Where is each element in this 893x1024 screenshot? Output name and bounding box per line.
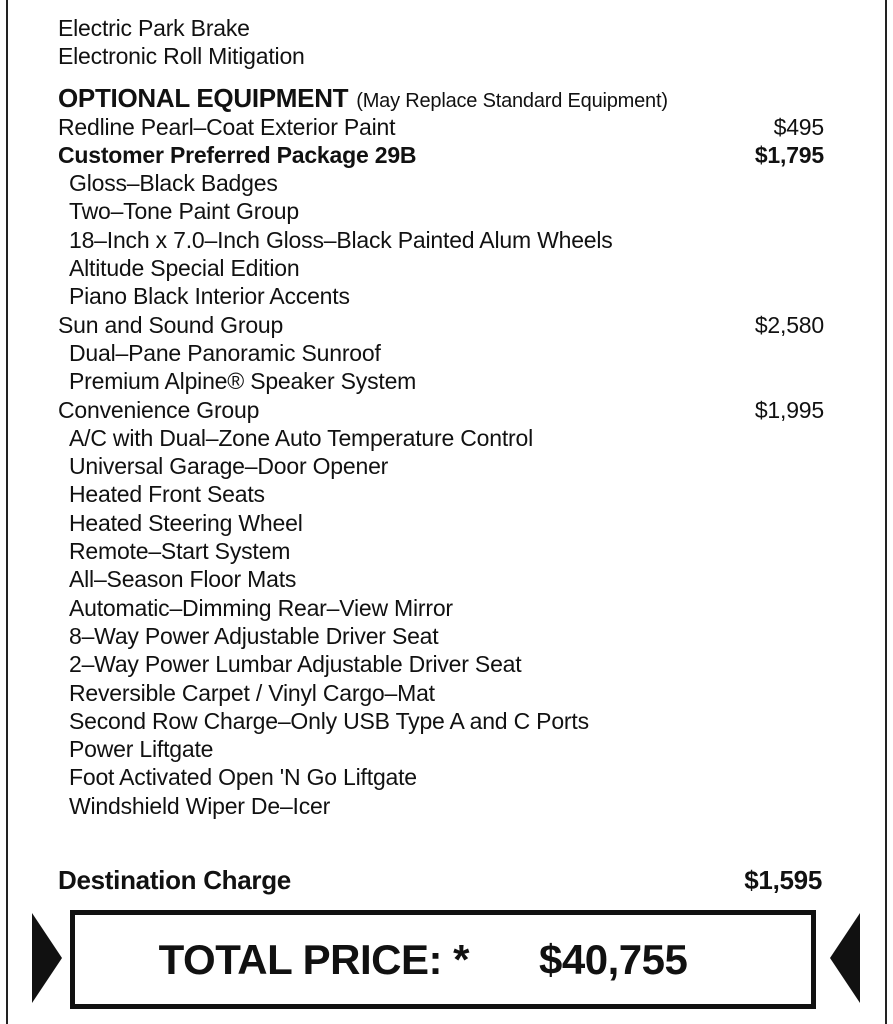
package-item: Windshield Wiper De–Icer xyxy=(69,792,331,819)
package-item: Dual–Pane Panoramic Sunroof xyxy=(69,339,381,366)
option-price: $2,580 xyxy=(754,311,824,338)
total-price-box xyxy=(70,910,816,1009)
optional-equipment-header xyxy=(58,83,824,113)
option-label: Sun and Sound Group xyxy=(58,311,284,338)
optional-equipment-heading: OPTIONAL EQUIPMENT xyxy=(58,82,349,113)
package-item: Piano Black Interior Accents xyxy=(69,283,350,310)
sticker-content xyxy=(58,14,824,820)
pointer-right-icon xyxy=(32,913,62,1003)
package-item: 18–Inch x 7.0–Inch Gloss–Black Painted Alum Wheels xyxy=(69,226,613,253)
option-convenience-group xyxy=(58,396,824,424)
option-price: $1,795 xyxy=(754,141,824,168)
package-item: Remote–Start System xyxy=(69,538,291,565)
option-sun-sound-group xyxy=(58,311,824,339)
package-item: Reversible Carpet / Vinyl Cargo–Mat xyxy=(69,679,435,706)
package-item: Second Row Charge–Only USB Type A and C Ports xyxy=(69,707,589,734)
package-item: Universal Garage–Door Opener xyxy=(69,453,389,480)
option-price: $1,995 xyxy=(754,396,824,423)
package-item: Premium Alpine® Speaker System xyxy=(69,368,417,395)
pointer-left-icon xyxy=(830,913,860,1003)
optional-equipment-note: (May Replace Standard Equipment) xyxy=(356,89,668,112)
right-border xyxy=(885,0,887,1024)
package-item: Heated Front Seats xyxy=(69,481,265,508)
destination-charge-row xyxy=(58,864,822,896)
package-item: Power Liftgate xyxy=(69,736,214,763)
package-item: Two–Tone Paint Group xyxy=(69,198,299,225)
package-item: 2–Way Power Lumbar Adjustable Driver Seat xyxy=(69,651,522,678)
option-package-29b xyxy=(58,141,824,169)
package-item: Heated Steering Wheel xyxy=(69,509,303,536)
package-item: Gloss–Black Badges xyxy=(69,170,278,197)
standard-item: Electronic Roll Mitigation xyxy=(58,43,305,70)
option-redline-paint xyxy=(58,113,824,141)
package-item: 8–Way Power Adjustable Driver Seat xyxy=(69,622,439,649)
total-price-label: TOTAL PRICE: * xyxy=(158,935,470,983)
destination-charge-label: Destination Charge xyxy=(58,865,291,895)
option-label: Customer Preferred Package 29B xyxy=(58,141,417,168)
package-item: Altitude Special Edition xyxy=(69,255,300,282)
left-border xyxy=(6,0,8,1024)
standard-item: Electric Park Brake xyxy=(58,15,250,41)
option-label: Redline Pearl–Coat Exterior Paint xyxy=(58,113,396,140)
package-item: Foot Activated Open 'N Go Liftgate xyxy=(69,764,417,791)
total-price-value: $40,755 xyxy=(539,935,688,983)
package-item: Automatic–Dimming Rear–View Mirror xyxy=(69,594,453,621)
option-price: $495 xyxy=(773,113,824,140)
option-label: Convenience Group xyxy=(58,396,260,423)
package-item: A/C with Dual–Zone Auto Temperature Control xyxy=(69,424,534,451)
package-item: All–Season Floor Mats xyxy=(69,566,297,593)
destination-charge-price: $1,595 xyxy=(744,865,822,895)
